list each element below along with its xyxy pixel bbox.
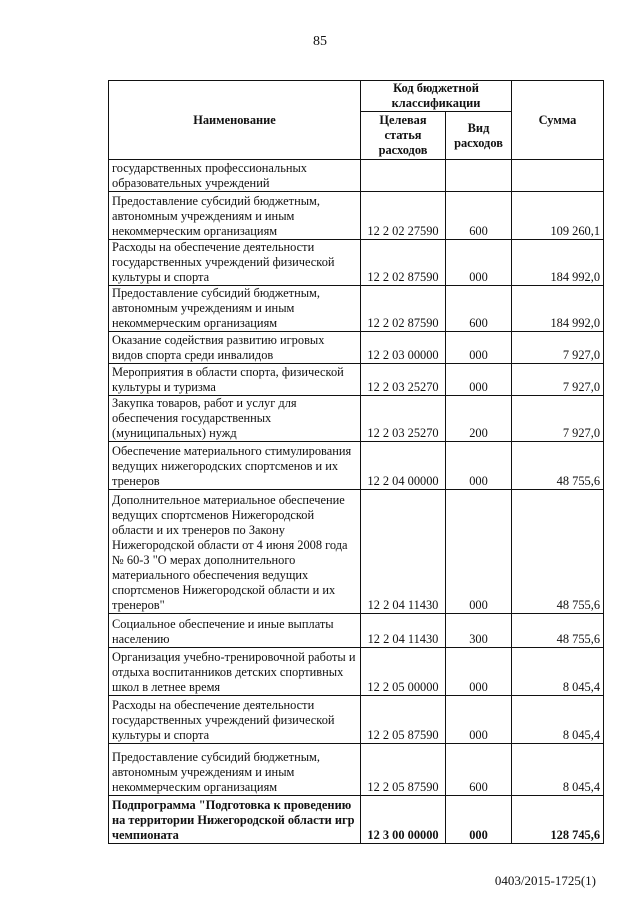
- row-sum: 48 755,6: [512, 490, 604, 614]
- row-name: Мероприятия в области спорта, физической культуры и туризма: [109, 364, 361, 396]
- row-target: 12 2 03 00000: [361, 332, 446, 364]
- row-target: 12 2 04 00000: [361, 442, 446, 490]
- row-name: Оказание содействия развитию игровых видов спорта среди инвалидов: [109, 332, 361, 364]
- row-target: 12 2 05 87590: [361, 696, 446, 744]
- row-target: 12 2 02 27590: [361, 192, 446, 240]
- table-row: [109, 286, 604, 332]
- header-target-article: Целевая статья расходов: [361, 112, 446, 160]
- row-sum: 184 992,0: [512, 240, 604, 286]
- row-target: 12 2 04 11430: [361, 490, 446, 614]
- row-name: Расходы на обеспечение деятельности государственных учреждений физической культуры и спорта: [109, 240, 361, 286]
- row-name: Дополнительное материальное обеспечение ведущих спортсменов Нижегородской области и их тренеров по Закону Нижегородской области от 4 июня 2008 года № 60-З "О мерах дополнительного материального обеспечения ведущих спортсменов Нижегородской области и их тренеров": [109, 490, 361, 614]
- table-row: [109, 192, 604, 240]
- row-sum: 8 045,4: [512, 648, 604, 696]
- row-target: [361, 160, 446, 192]
- row-name: Предоставление субсидий бюджетным, автономным учреждениям и иным некоммерческим организациям: [109, 286, 361, 332]
- row-type: 200: [446, 396, 512, 442]
- table-row: [109, 364, 604, 396]
- row-name: Предоставление субсидий бюджетным, автономным учреждениям и иным некоммерческим организациям: [109, 192, 361, 240]
- row-sum: 8 045,4: [512, 744, 604, 796]
- header-name: Наименование: [109, 81, 361, 160]
- table-row: [109, 744, 604, 796]
- row-sum: 128 745,6: [512, 796, 604, 844]
- row-type: 600: [446, 286, 512, 332]
- table-row: [109, 614, 604, 648]
- row-type: 600: [446, 744, 512, 796]
- row-sum: 109 260,1: [512, 192, 604, 240]
- row-type: 000: [446, 490, 512, 614]
- row-target: 12 2 02 87590: [361, 286, 446, 332]
- row-name: Социальное обеспечение и иные выплаты населению: [109, 614, 361, 648]
- header-sum: Сумма: [512, 81, 604, 160]
- row-type: 000: [446, 442, 512, 490]
- header-expense-type: Вид расходов: [446, 112, 512, 160]
- row-type: 000: [446, 796, 512, 844]
- table-header: [109, 81, 604, 160]
- row-sum: 48 755,6: [512, 614, 604, 648]
- row-sum: 8 045,4: [512, 696, 604, 744]
- document-code: 0403/2015-1725(1): [494, 873, 596, 888]
- row-type: 300: [446, 614, 512, 648]
- row-target: 12 2 03 25270: [361, 364, 446, 396]
- row-target: 12 2 04 11430: [361, 614, 446, 648]
- row-sum: 7 927,0: [512, 332, 604, 364]
- table-row: [109, 796, 604, 844]
- table-row: [109, 160, 604, 192]
- row-target: 12 2 03 25270: [361, 396, 446, 442]
- row-type: 000: [446, 648, 512, 696]
- row-name: Закупка товаров, работ и услуг для обеспечения государственных (муниципальных) нужд: [109, 396, 361, 442]
- table-row: [109, 696, 604, 744]
- row-name: Подпрограмма "Подготовка к проведению на территории Нижегородской области игр чемпионата: [109, 796, 361, 844]
- row-type: 000: [446, 696, 512, 744]
- row-sum: 7 927,0: [512, 396, 604, 442]
- row-name: государственных профессиональных образовательных учреждений: [109, 160, 361, 192]
- row-type: 600: [446, 192, 512, 240]
- row-target: 12 2 05 00000: [361, 648, 446, 696]
- table-row: [109, 396, 604, 442]
- row-type: [446, 160, 512, 192]
- page-number: 85: [313, 34, 327, 49]
- row-sum: 48 755,6: [512, 442, 604, 490]
- row-name: Предоставление субсидий бюджетным, автономным учреждениям и иным некоммерческим организациям: [109, 744, 361, 796]
- row-name: Организация учебно-тренировочной работы и отдыха воспитанников детских спортивных школ в летнее время: [109, 648, 361, 696]
- row-target: 12 3 00 00000: [361, 796, 446, 844]
- row-target: 12 2 05 87590: [361, 744, 446, 796]
- table-row: [109, 332, 604, 364]
- row-name: Расходы на обеспечение деятельности государственных учреждений физической культуры и спорта: [109, 696, 361, 744]
- row-type: 000: [446, 364, 512, 396]
- table-row: [109, 240, 604, 286]
- row-type: 000: [446, 240, 512, 286]
- header-budget-code: Код бюджетной классификации: [361, 81, 512, 112]
- table-row: [109, 648, 604, 696]
- row-type: 000: [446, 332, 512, 364]
- row-sum: 7 927,0: [512, 364, 604, 396]
- table-row: [109, 490, 604, 614]
- table-row: [109, 442, 604, 490]
- row-name: Обеспечение материального стимулирования ведущих нижегородских спортсменов и их тренеров: [109, 442, 361, 490]
- row-target: 12 2 02 87590: [361, 240, 446, 286]
- row-sum: 184 992,0: [512, 286, 604, 332]
- row-sum: [512, 160, 604, 192]
- budget-table: [108, 80, 604, 844]
